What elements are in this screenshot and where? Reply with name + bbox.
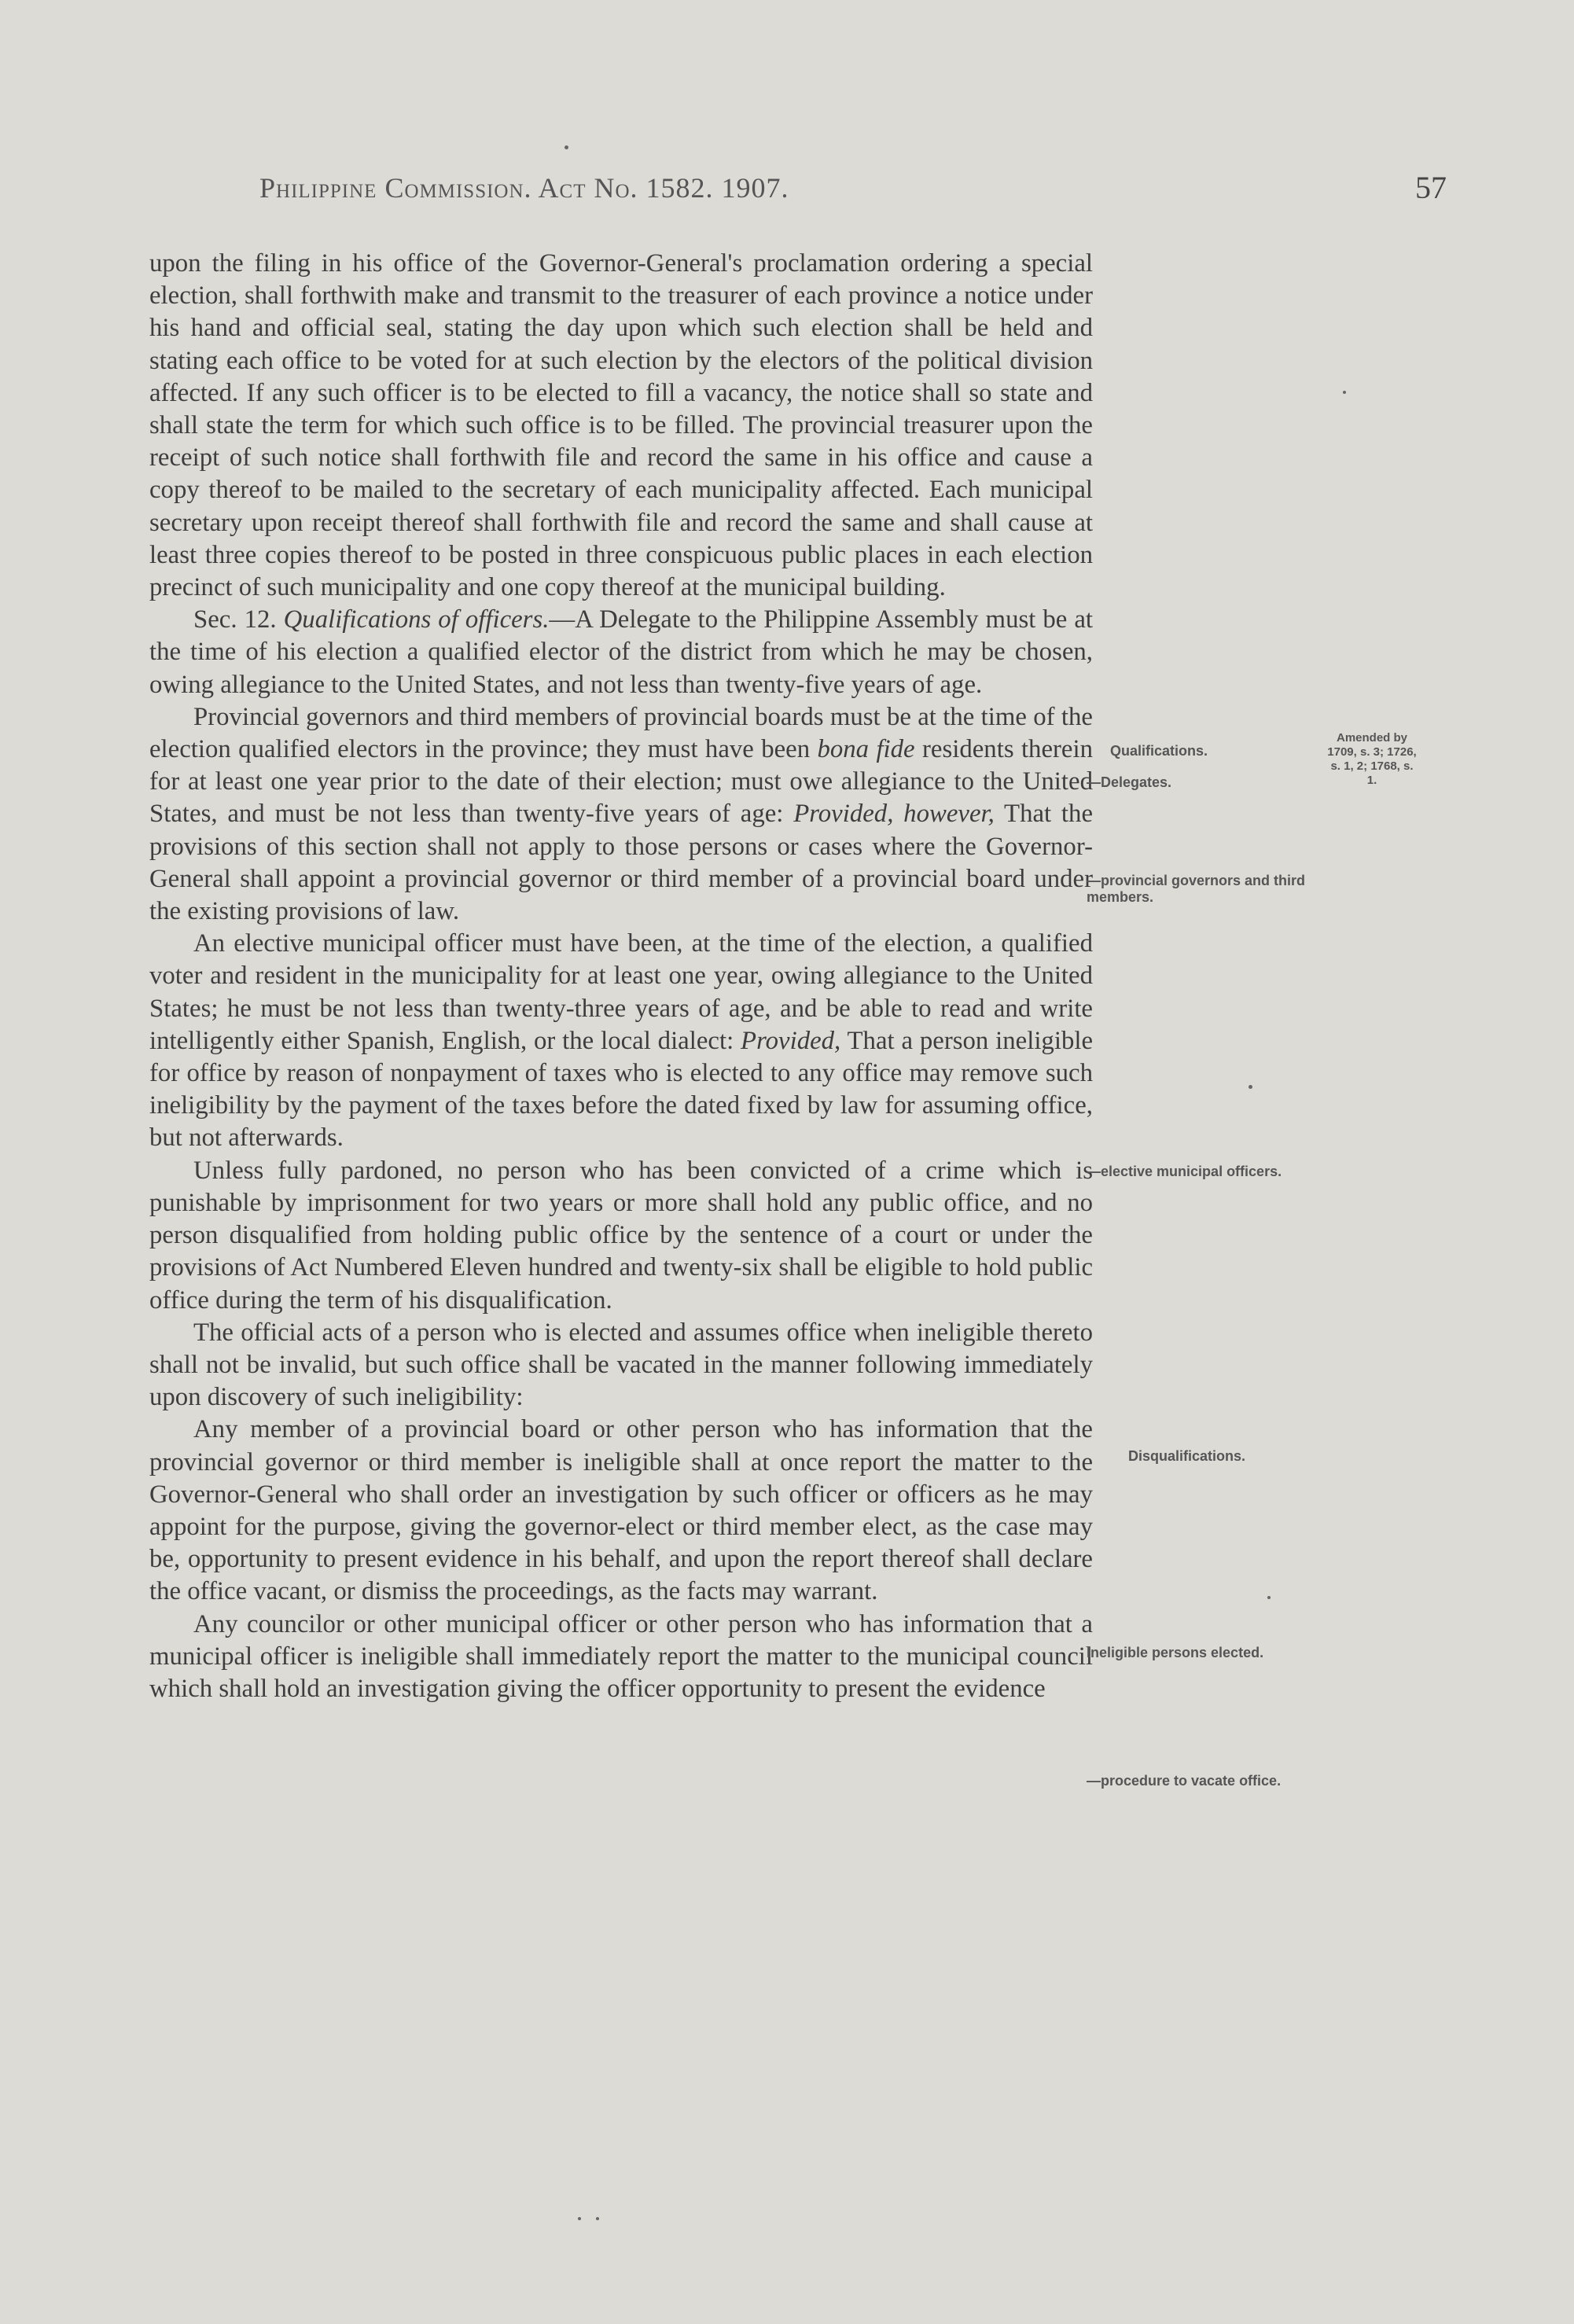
running-header: Philippine Commission. Act No. 1582. 1907. <box>259 172 789 204</box>
margin-note-procedure: —procedure to vacate office. <box>1087 1773 1282 1789</box>
speck-mark <box>1267 1596 1271 1599</box>
margin-note-elective: —elective municipal officers. <box>1087 1164 1282 1179</box>
text-run: That the provisions of this section shall not apply to those persons or cases where the Governor-General shall appoint a provincial governor or third member of a provincial board under the existing provisions of law. <box>149 800 1094 926</box>
paragraph-municipal <box>149 928 1093 1154</box>
section-title: Qualifications of officers. <box>283 605 550 634</box>
margin-note-qualifications: Qualifications. <box>1110 743 1208 759</box>
paragraph-procedure: Any member of a provincial board or other person who has information that the provincial governor or third member is ineligible shall at once report the matter to the Governor-General who shall order an investigation by such officer or officers as he may appoint for the purpose, giving the governor-elect or third member elect, as the case may be, opportunity to present evidence in his behalf, and upon the report thereof shall declare the office vacant, or dismiss the proceedings, as the facts may warrant. <box>149 1415 1093 1606</box>
paragraph-provincial <box>149 701 1093 928</box>
margin-note-delegates: —Delegates. <box>1087 774 1172 790</box>
paragraph-disqualifications: Unless fully pardoned, no person who has been convicted of a crime which is punishable by imprisonment for two years or more shall hold any public office, and no person disqualified from holding public office by the sentence of a court or under the provisions of Act Numbered Eleven hundred and twenty-six shall be eligible to hold public office during the term of his disqualification. <box>149 1156 1093 1315</box>
margin-note-disqualifications: Disqualifications. <box>1128 1448 1246 1464</box>
speck-mark <box>578 2217 581 2220</box>
body-text <box>149 248 1093 1705</box>
italic-run: Provided, however, <box>793 800 995 829</box>
text-run: Provincial governors and third members of provincial boards must be at the time of the election qualified electors in the province; they must have been <box>149 702 1093 764</box>
speck-mark <box>1343 391 1346 394</box>
section-text: —A Delegate to the Philippine Assembly must be at the time of his election a qualified elector of the district from which he may be chosen, owing allegiance to the United States, and not less than twenty-five years of age. <box>149 605 1094 699</box>
paragraph-1: upon the filing in his office of the Governor-General's proclamation ordering a special election, shall forthwith make and transmit to the treasurer of each province a notice under his hand and official seal, stating the day upon which such election shall be held and stating each office to be voted for at such election by the electors of the political division affected. If any such officer is to be elected to fill a vacancy, the notice shall so state and shall state the term for which such office is to be filled. The provincial treasurer upon the receipt of such notice shall forthwith file and record the same in his office and cause a copy thereof to be mailed to the secretary of each municipality affected. Each municipal secretary upon receipt thereof shall forthwith file and record the same and shall cause at least three copies thereof to be posted in three conspicuous public places in each election precinct of such municipality and one copy thereof at the municipal building. <box>149 249 1093 602</box>
margin-note-provincial: —provincial governors and third members. <box>1087 873 1306 905</box>
text-run: That a person ineligible for office by reason of nonpayment of taxes who is elected to any office may remove such ineligibility by the payment of the taxes before the dated fixed by law for assuming office, but not afterwards. <box>149 1026 1094 1153</box>
text-run: residents therein for at least one year prior to the date of their election; must owe allegiance to the United States, and must be not less than twenty-five years of age: <box>149 735 1094 829</box>
margin-note-amended: Amended by 1709, s. 3; 1726, s. 1, 2; 1768, s. 1. <box>1327 731 1417 787</box>
section-number: Sec. 12. <box>193 605 277 634</box>
page-number: 57 <box>1415 170 1447 205</box>
paragraph-section-12 <box>149 604 1093 701</box>
speck-mark <box>565 145 568 149</box>
italic-run: Provided, <box>741 1026 841 1055</box>
speck-mark <box>596 2217 599 2220</box>
text-run: An elective municipal officer must have been, at the time of the election, a qualified voter and resident in the municipality for at least one year, owing allegiance to the United States; he must be not less than twenty-three years of age, and be able to read and write intelligently either Spanish, English, or the local dialect: <box>149 929 1093 1055</box>
italic-run: bona fide <box>817 735 915 764</box>
paragraph-councilor: Any councilor or other municipal officer or other person who has information that a municipal officer is ineligible shall immediately report the matter to the municipal council which shall hold an investigation giving the officer opportunity to present the evidence <box>149 1609 1093 1703</box>
paragraph-ineligible: The official acts of a person who is elected and assumes office when ineligible thereto shall not be invalid, but such office shall be vacated in the manner following immediately upon discovery of such ineligibility: <box>149 1318 1093 1412</box>
speck-mark <box>1249 1085 1252 1089</box>
margin-note-ineligible: Ineligible persons elected. <box>1087 1645 1264 1660</box>
